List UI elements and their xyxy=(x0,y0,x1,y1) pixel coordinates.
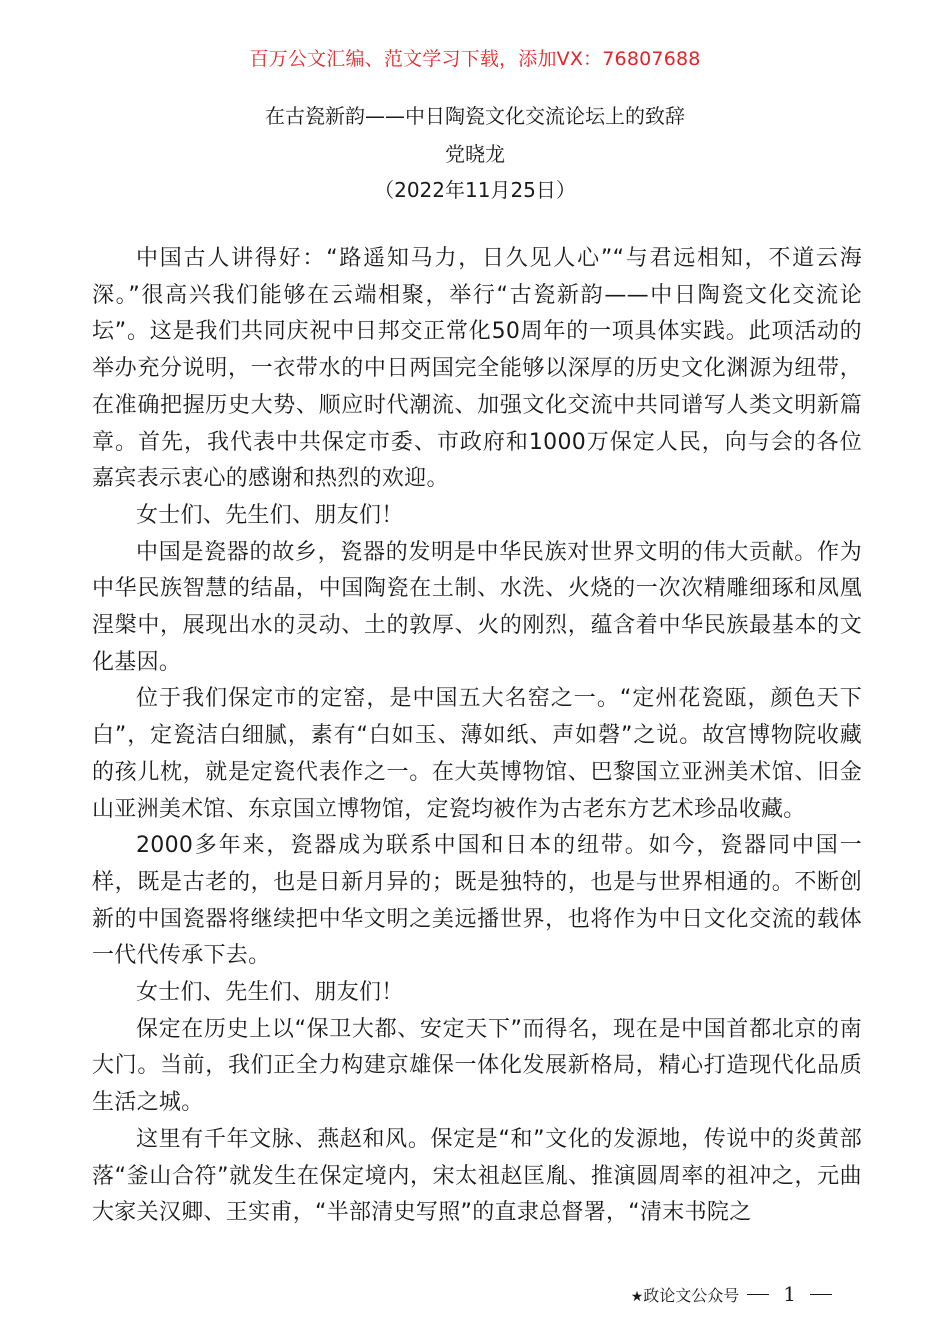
paragraph: 中国古人讲得好：“路遥知马力，日久见人心”“与君远相知，不道云海深。”很高兴我们能够在云端相聚，举行“古瓷新韵——中日陶瓷文化交流论坛”。这是我们共同庆祝中日邦交正常化50周年的一项具体实践。此项活动的举办充分说明，一衣带水的中日两国完全能够以深厚的历史文化渊源为纽带，在准确把握历史大势、顺应时代潮流、加强文化交流中共同谱写人类文明新篇章。首先，我代表中共保定市委、市政府和1000万保定人民，向与会的各位嘉宾表示衷心的感谢和热烈的欢迎。 xyxy=(92,246,862,492)
paragraph: 中国是瓷器的故乡，瓷器的发明是中华民族对世界文明的伟大贡献。作为中华民族智慧的结晶，中国陶瓷在土制、水洗、火烧的一次次精雕细琢和凤凰涅槃中，展现出水的灵动、土的敦厚、火的刚烈，蕴含着中华民族最基本的文化基因。 xyxy=(92,539,862,675)
footer-dash-left xyxy=(747,1294,769,1295)
paragraph: 女士们、先生们、朋友们！ xyxy=(136,980,404,1006)
promo-banner: 百万公文汇编、范文学习下载，添加VX：76807688 xyxy=(249,48,701,70)
paragraph: 2000多年来，瓷器成为联系中国和日本的纽带。如今，瓷器同中国一样，既是古老的，也是日新月异的；既是独特的，也是与世界相通的。不断创新的中国瓷器将继续把中华文明之美远播世界，也将作为中日文化交流的载体一代代传承下去。 xyxy=(92,833,862,969)
paragraph: 位于我们保定市的定窑，是中国五大名窑之一。“定州花瓷瓯，颜色天下白”，定瓷洁白细腻，素有“白如玉、薄如纸、声如磬”之说。故宫博物院收藏的孩儿枕，就是定瓷代表作之一。在大英博物馆、巴黎国立亚洲美术馆、旧金山亚洲美术馆、东京国立博物馆，定瓷均被作为古老东方艺术珍品收藏。 xyxy=(92,686,862,822)
document-body xyxy=(92,241,862,1232)
document-title: 在古瓷新韵——中日陶瓷文化交流论坛上的致辞 xyxy=(265,104,685,128)
footer-dash-right xyxy=(810,1294,832,1295)
paragraph: 保定在历史上以“保卫大都、安定天下”而得名，现在是中国首都北京的南大门。当前，我们正全力构建京雄保一体化发展新格局，精心打造现代化品质生活之城。 xyxy=(92,1016,862,1116)
page-footer xyxy=(631,1282,832,1306)
footer-source xyxy=(631,1283,740,1306)
paragraph: 这里有千年文脉、燕赵和风。保定是“和”文化的发源地，传说中的炎黄部落“釜山合符”就发生在保定境内，宋太祖赵匡胤、推演圆周率的祖冲之，元曲大家关汉卿、王实甫，“半部清史写照”的直隶总督署，“清末书院之 xyxy=(92,1126,862,1226)
star-icon: ★ xyxy=(630,1288,644,1305)
footer-source-label: 政论文公众号 xyxy=(643,1285,740,1305)
document-author: 党晓龙 xyxy=(445,142,505,166)
document-date: （2022年11月25日） xyxy=(374,178,576,202)
paragraph: 女士们、先生们、朋友们！ xyxy=(136,502,404,528)
page-number: 1 xyxy=(783,1282,796,1306)
